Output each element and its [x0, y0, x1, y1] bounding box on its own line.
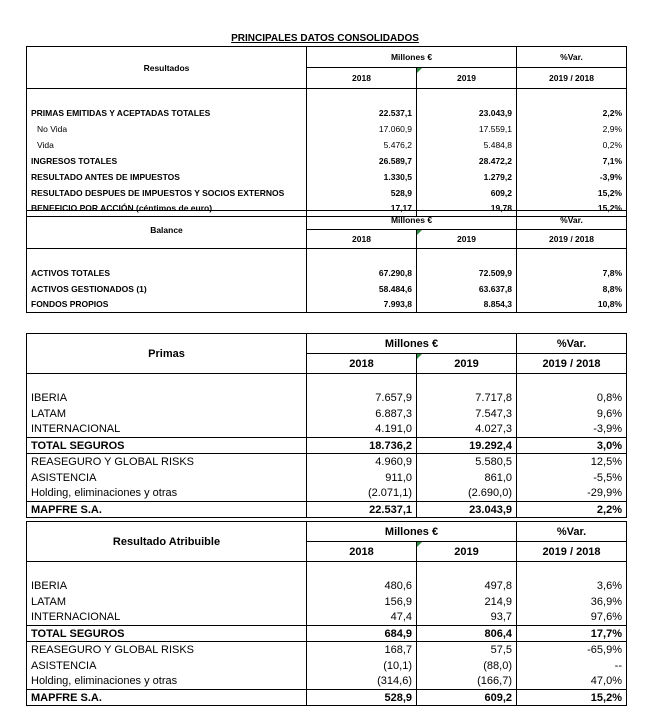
- atribuible-section-label: Resultado Atribuible: [27, 522, 307, 562]
- table-row: RESULTADO ANTES DE IMPUESTOS 1.330,5 1.279,2 -3,9%: [27, 169, 627, 185]
- balance-section-label: Balance: [27, 211, 307, 249]
- var-header: %Var.: [517, 522, 627, 542]
- table-row: INTERNACIONAL 4.191,0 4.027,3 -3,9%: [27, 422, 627, 438]
- year-2019-header: 2019: [417, 354, 517, 374]
- balance-table: [26, 210, 627, 313]
- year-2018-header: 2018: [307, 68, 417, 89]
- table-row: MAPFRE S.A. 528,9 609,2 15,2%: [27, 690, 627, 706]
- table-row: LATAM 156,9 214,9 36,9%: [27, 594, 627, 610]
- resultados-section-label: Resultados: [27, 47, 307, 89]
- millones-header: Millones €: [307, 522, 517, 542]
- table-row: IBERIA 7.657,9 7.717,8 0,8%: [27, 390, 627, 406]
- table-row: INTERNACIONAL 47,4 93,7 97,6%: [27, 610, 627, 626]
- table-row: MAPFRE S.A. 22.537,1 23.043,9 2,2%: [27, 502, 627, 518]
- year-2019-header: 2019: [417, 68, 517, 89]
- primas-table: [26, 333, 627, 518]
- primas-section-label: Primas: [27, 334, 307, 374]
- millones-header: Millones €: [307, 47, 517, 68]
- table-row: TOTAL SEGUROS 18.736,2 19.292,4 3,0%: [27, 438, 627, 454]
- table-row: RESULTADO DESPUES DE IMPUESTOS Y SOCIOS EXTERNOS 528,9 609,2 15,2%: [27, 185, 627, 201]
- var-header: %Var.: [517, 47, 627, 68]
- year-2019-header: 2019: [417, 542, 517, 562]
- year-2018-header: 2018: [307, 230, 417, 249]
- table-row: PRIMAS EMITIDAS Y ACEPTADAS TOTALES 22.537,1 23.043,9 2,2%: [27, 105, 627, 121]
- year-2018-header: 2018: [307, 542, 417, 562]
- table-row: ACTIVOS GESTIONADOS (1) 58.484,6 63.637,8 8,8%: [27, 281, 627, 297]
- table-row: INGRESOS TOTALES 26.589,7 28.472,2 7,1%: [27, 153, 627, 169]
- table-row: Holding, eliminaciones y otras (314,6) (166,7) 47,0%: [27, 674, 627, 690]
- table-row: FONDOS PROPIOS 7.993,8 8.854,3 10,8%: [27, 297, 627, 313]
- resultados-table: [26, 46, 627, 217]
- var-header: %Var.: [517, 211, 627, 230]
- page-title: PRINCIPALES DATOS CONSOLIDADOS: [231, 33, 419, 44]
- table-row: Holding, eliminaciones y otras (2.071,1) (2.690,0) -29,9%: [27, 486, 627, 502]
- var-header: %Var.: [517, 334, 627, 354]
- table-row: No Vida 17.060,9 17.559,1 2,9%: [27, 121, 627, 137]
- var-range-header: 2019 / 2018: [517, 542, 627, 562]
- table-row: IBERIA 480,6 497,8 3,6%: [27, 578, 627, 594]
- var-range-header: 2019 / 2018: [517, 230, 627, 249]
- atribuible-table: [26, 521, 627, 706]
- year-2018-header: 2018: [307, 354, 417, 374]
- year-2019-header: 2019: [417, 230, 517, 249]
- var-range-header: 2019 / 2018: [517, 354, 627, 374]
- table-row: ASISTENCIA (10,1) (88,0) --: [27, 658, 627, 674]
- table-row: ACTIVOS TOTALES 67.290,8 72.509,9 7,8%: [27, 265, 627, 281]
- table-row: REASEGURO Y GLOBAL RISKS 168,7 57,5 -65,9%: [27, 642, 627, 658]
- table-row: LATAM 6.887,3 7.547,3 9,6%: [27, 406, 627, 422]
- table-row: BENEFICIO POR ACCIÓN (céntimos de euro) 17,17 19,78 15,2%: [27, 201, 627, 217]
- table-row: REASEGURO Y GLOBAL RISKS 4.960,9 5.580,5 12,5%: [27, 454, 627, 470]
- table-row: ASISTENCIA 911,0 861,0 -5,5%: [27, 470, 627, 486]
- var-range-header: 2019 / 2018: [517, 68, 627, 89]
- table-row: TOTAL SEGUROS 684,9 806,4 17,7%: [27, 626, 627, 642]
- table-row: Vida 5.476,2 5.484,8 0,2%: [27, 137, 627, 153]
- millones-header: Millones €: [307, 334, 517, 354]
- millones-header: Millones €: [307, 211, 517, 230]
